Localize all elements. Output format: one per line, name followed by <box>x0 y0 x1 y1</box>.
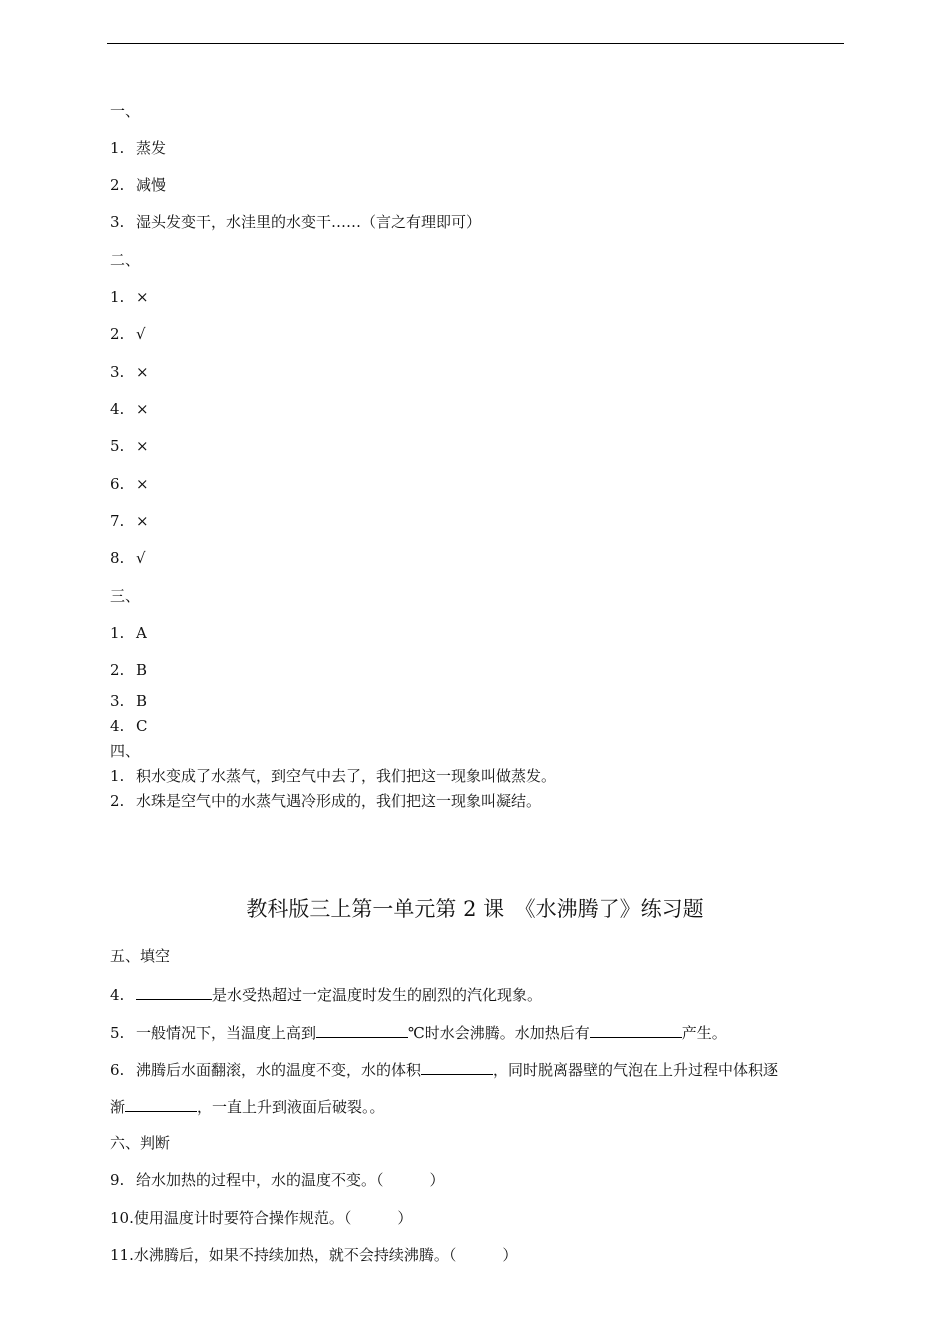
judge-heading: 六、判断 <box>110 1134 171 1152</box>
section-heading-3: 三、 <box>110 587 141 605</box>
answer-item: 4. × <box>110 400 149 418</box>
fill-heading: 五、填空 <box>110 947 171 965</box>
answer-item: 2. 减慢 <box>110 176 167 194</box>
fill-question-5: 5. 一般情况下，当温度上高到 ℃时水会沸腾。水加热后有 产生。 <box>110 1024 727 1042</box>
fill-question-6-cont: 渐 ，一直上升到液面后破裂。。 <box>110 1098 385 1116</box>
answer-item: 1. A <box>110 624 147 642</box>
fill-question-4: 4. 是水受热超过一定温度时发生的剧烈的汽化现象。 <box>110 986 543 1004</box>
answer-blank[interactable] <box>136 985 212 1000</box>
answer-item: 8. √ <box>110 549 146 567</box>
judge-question-9: 9. 给水加热的过程中，水的温度不变。（ ） <box>110 1171 445 1189</box>
answer-blank[interactable] <box>125 1097 197 1112</box>
answer-item: 6. × <box>110 475 149 493</box>
lesson-title: 教科版三上第一单元第 2 课 《水沸腾了》练习题 <box>246 897 704 921</box>
answer-blank[interactable] <box>316 1023 408 1038</box>
answer-item: 2. B <box>110 661 148 679</box>
section-heading-4: 四、 <box>110 742 141 760</box>
answer-blank[interactable] <box>421 1060 493 1075</box>
answer-item: 3. × <box>110 363 149 381</box>
answer-item: 2. 水珠是空气中的水蒸气遇冷形成的，我们把这一现象叫凝结。 <box>110 792 542 810</box>
answer-item: 2. √ <box>110 325 146 343</box>
answer-blank[interactable] <box>590 1023 682 1038</box>
answer-item: 7. × <box>110 512 149 530</box>
judge-question-10: 10.使用温度计时要符合操作规范。（ ） <box>110 1209 413 1227</box>
fill-question-6: 6. 沸腾后水面翻滚，水的温度不变，水的体积 ，同时脱离器壁的气泡在上升过程中体积逐 <box>110 1061 779 1079</box>
answer-item: 3. B <box>110 692 148 710</box>
answer-item: 4. C <box>110 717 148 735</box>
answer-item: 1. 蒸发 <box>110 139 167 157</box>
judge-question-11: 11.水沸腾后，如果不持续加热，就不会持续沸腾。（ ） <box>110 1246 518 1264</box>
section-heading-1: 一、 <box>110 102 141 120</box>
header-rule <box>107 43 844 44</box>
answer-item: 3. 湿头发变干，水洼里的水变干……（言之有理即可） <box>110 213 482 231</box>
answer-item: 1. 积水变成了水蒸气，到空气中去了，我们把这一现象叫做蒸发。 <box>110 767 557 785</box>
answer-item: 5. × <box>110 437 149 455</box>
section-heading-2: 二、 <box>110 251 141 269</box>
answer-item: 1. × <box>110 288 149 306</box>
